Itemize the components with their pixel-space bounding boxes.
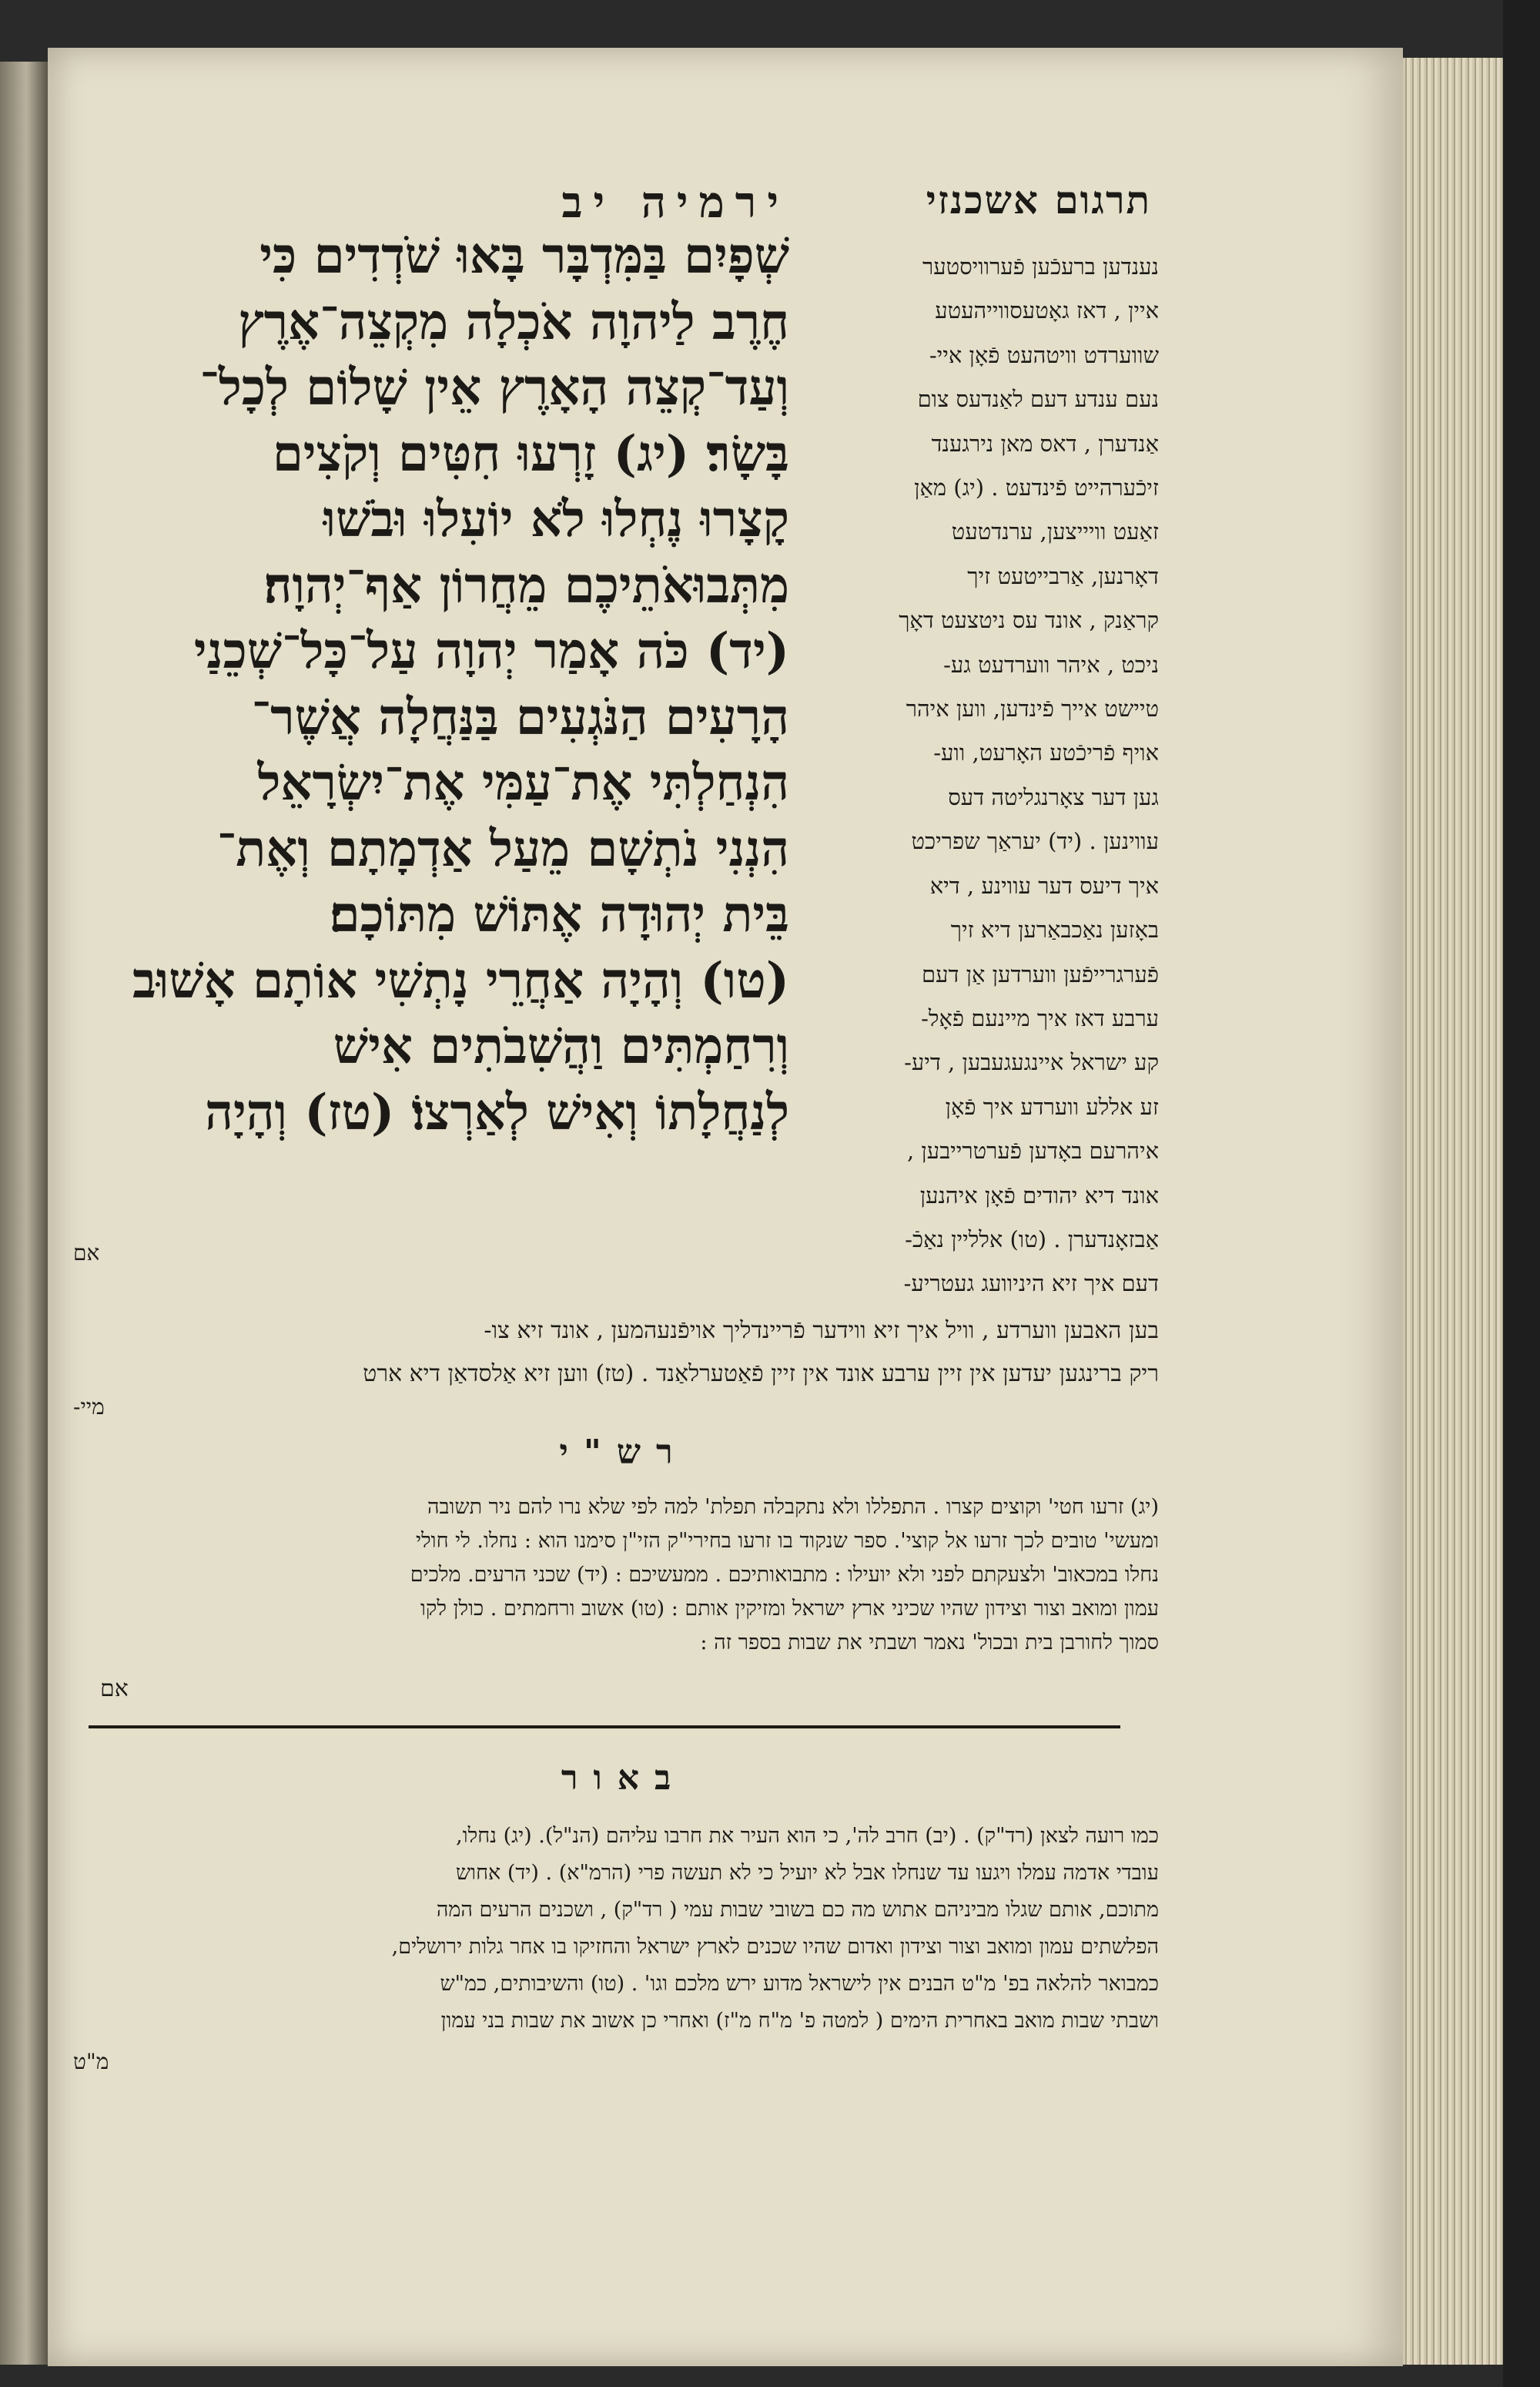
scripture-line: בָּשָׂר׃ (יג) זָרְעוּ חִטִּים וְקֹצִים (272, 424, 789, 483)
scripture-line: (טו) וְהָיָה אַחֲרֵי נָתְשִׁי אוֹתָם אָשׁוּב (132, 951, 789, 1010)
scripture-line: וְרִחַמְתִּים וַהֲשִׁבֹתִים אִישׁ (333, 1017, 789, 1075)
translation-line: אַבזאָנדערן . (טו) אלליין נאַכֿ- (905, 1225, 1159, 1252)
translation-line: נעם ענדע דעם לאַנדעס צום (917, 386, 1159, 413)
biur-line: עובדי אדמה עמלו ויגעו עד שנחלו אבל לא יועיל כי לא תעשה פרי (הרמ"א) . (יד) אחוש (456, 1861, 1159, 1885)
rashi-line: ומעשי' טובים לכך זרעו אל קוצי'. ספר שנקוד בו זרעו בחירי"ק הזי"ן סימנו הוא : נחלו. לי חולי (415, 1529, 1159, 1553)
scripture-line: הִנְנִי נֹתְשָׁם מֵעַל אַדְמָתָם וְאֶת־ (216, 820, 789, 878)
biur-line: ושבתי שבות מואב באחרית הימים ( למטה פ' מ"ח מ"ז) ואחרי כן אשוב את שבות בני עמון (440, 2009, 1159, 2033)
page-stack-edge (1403, 58, 1503, 2365)
translation-line: זיכֿערהייט פֿינדעט . (יג) מאַן (914, 474, 1159, 501)
translation-line: גען דער צאָרנגליטה דעס (948, 783, 1159, 810)
biur-line: כמבואר להלאה בפ' מ"ט הבנים אין לישראל מדוע ירש מלכם וגו' . (טו) והשיבותים, כמ"ש (440, 1972, 1159, 1996)
scripture-line: (יד) כֹּה אָמַר יְהוָה עַל־כָּל־שְׁכֵנַי (193, 622, 789, 680)
catchword-biur: מ"ט (73, 2049, 109, 2074)
catchword-translation: מיי- (73, 1394, 105, 1420)
translation-line: נענדען ברעכֿען פֿערוויסטער (922, 253, 1159, 280)
translation-continuation (73, 1309, 1159, 1396)
translation-column (820, 245, 1159, 1306)
rashi-heading: רש"י (559, 1433, 688, 1472)
scripture-line: הָרָעִים הַנֹּגְעִים בַּנַּחֲלָה אֲשֶׁר־ (251, 688, 789, 746)
section-divider (89, 1725, 1120, 1728)
translation-line: זאַעט וויייצען, ערנדטעט (951, 518, 1159, 545)
translation-line: דעם איך זיא היניוועג געטריע- (903, 1270, 1159, 1297)
translation-line: איין , דאז גאָטעסווייהעטע (935, 297, 1159, 324)
left-page-edge (0, 62, 48, 2365)
scripture-line: בֵּית יְהוּדָה אֶתּוֹשׁ מִתּוֹכָם׃ (329, 886, 789, 944)
translation-line: אויף פֿריכֿטע האָרעט, ווע- (933, 739, 1159, 766)
catchword-rashi: אם (100, 1675, 129, 1702)
scripture-line: מִתְּבוּאֹתֵיכֶם מֵחֲרוֹן אַף־יְהוָה׃ (263, 556, 789, 615)
translation-line: איך דיעס דער עווינע , דיא (929, 872, 1159, 899)
translation-line: באָזען נאַכבאַרען דיא זיך (950, 917, 1159, 944)
translation-line: אונד דיא יהודים פֿאָן איהנען (919, 1182, 1159, 1209)
translation-line: פֿערגרייפֿען ווערדען אַן דעם (921, 960, 1159, 987)
catchword-scripture: אם (73, 1240, 100, 1266)
scripture-line: קָצָרוּ נֶחְלוּ לֹא יוֹעִלוּ וּבֹשׁוּ (323, 491, 789, 548)
translation-line: איהרעם באָדען פֿערטרייבען , (906, 1138, 1159, 1165)
translation-line: דאָרנען, אַרבייטעט זיך (967, 562, 1159, 589)
scripture-text (73, 223, 789, 1145)
translation-full-line: ריק ברינגען יעדען אין זיין ערבע אונד אין זיין פֿאַטערלאַנד . (טז) ווען זיא אַלסדאַן דיא ארט (363, 1360, 1159, 1387)
scripture-line: הִנְחַלְתִּי אֶת־עַמִּי אֶת־יִשְׂרָאֵל (257, 754, 789, 812)
rashi-line: סמוך לחורבן בית ובכול' נאמר ושבתי את שבות בספר זה : (700, 1631, 1159, 1654)
translation-line: ערבע דאז איך מיינעם פֿאָל- (921, 1004, 1159, 1031)
running-head-book-chapter: ירמיה יב (561, 177, 789, 228)
scripture-line: חֶרֶב לַיהוָה אֹכְלָה מִקְצֵה־אֶרֶץ (238, 293, 789, 351)
rashi-line: נחלו במכאוב' ולצעקתם לפני ולא יועילו : מתבואותיכם . ממעשיכם : (יד) שכני הרעים. מלכים (410, 1563, 1159, 1587)
scripture-line: שְׁפָיִם בַּמִּדְבָּר בָּאוּ שֹׁדְדִים כִּי (259, 227, 789, 285)
scripture-line: וְעַד־קְצֵה הָאָרֶץ אֵין שָׁלוֹם לְכָל־ (199, 359, 789, 417)
translation-line: קראַנק , אונד עס ניטצעט דאָך (899, 607, 1159, 634)
background-edge (1503, 0, 1540, 2387)
translation-line: שווערדט וויטהעט פֿאָן איי- (929, 341, 1159, 368)
translation-line: זע אללע ווערדע איך פֿאָן (945, 1093, 1159, 1120)
scripture-line: לְנַחֲלָתוֹ וְאִישׁ לְאַרְצוֹ׃ (טז) וְהָיָה (205, 1083, 789, 1142)
running-head-translation: תרגום אשכנזי (926, 177, 1151, 223)
rashi-line: (יג) זרעו חטי' וקוצים קצרו . התפללו ולא נתקבלה תפלת' למה לפי שלא נרו להם ניר תשובה (427, 1495, 1159, 1519)
translation-line: טיישט אייך פֿינדען, ווען איהר (906, 696, 1159, 722)
rashi-commentary (73, 1490, 1159, 1660)
translation-line: ניכט , איהר ווערדעט גע- (943, 651, 1159, 678)
biur-line: מתוכם, אותם שגלו מביניהם אתוש מה כם בשובי שבות עמי ( רד"ק) , ושכנים הרעים המה (436, 1898, 1159, 1922)
translation-line: עווינען . (יד) יעראַך שפריכט (911, 828, 1159, 855)
translation-line: אַנדערן , דאס מאן נירגענד (931, 430, 1159, 457)
biur-line: כמו רועה לצאן (רד"ק) . (יב) חרב לה', כי הוא העיר את חרבו עליהם (הנ"ל). (יג) נחלו, (456, 1824, 1159, 1848)
translation-full-line: בען האבען ווערדע , וויל איך זיא ווידער פֿריינדליך אויפֿנעהמען , אונד זיא צו- (484, 1317, 1159, 1344)
biur-commentary (73, 1818, 1159, 2040)
rashi-line: עמון ומואב וצור וצידון שהיו שכיני ארץ ישראל ומזיקין אותם : (טו) אשוב ורחמתים . כולן לקו (420, 1597, 1159, 1621)
biur-heading: באור (561, 1758, 687, 1798)
translation-line: קע ישראל איינגעגעבען , דיע- (904, 1049, 1159, 1076)
biur-line: הפלשתים עמון ומואב וצור וצידון ואדום שהיו שכנים לארץ ישראל והחזיקו בו אחר גלות ירושלים, (391, 1935, 1159, 1959)
